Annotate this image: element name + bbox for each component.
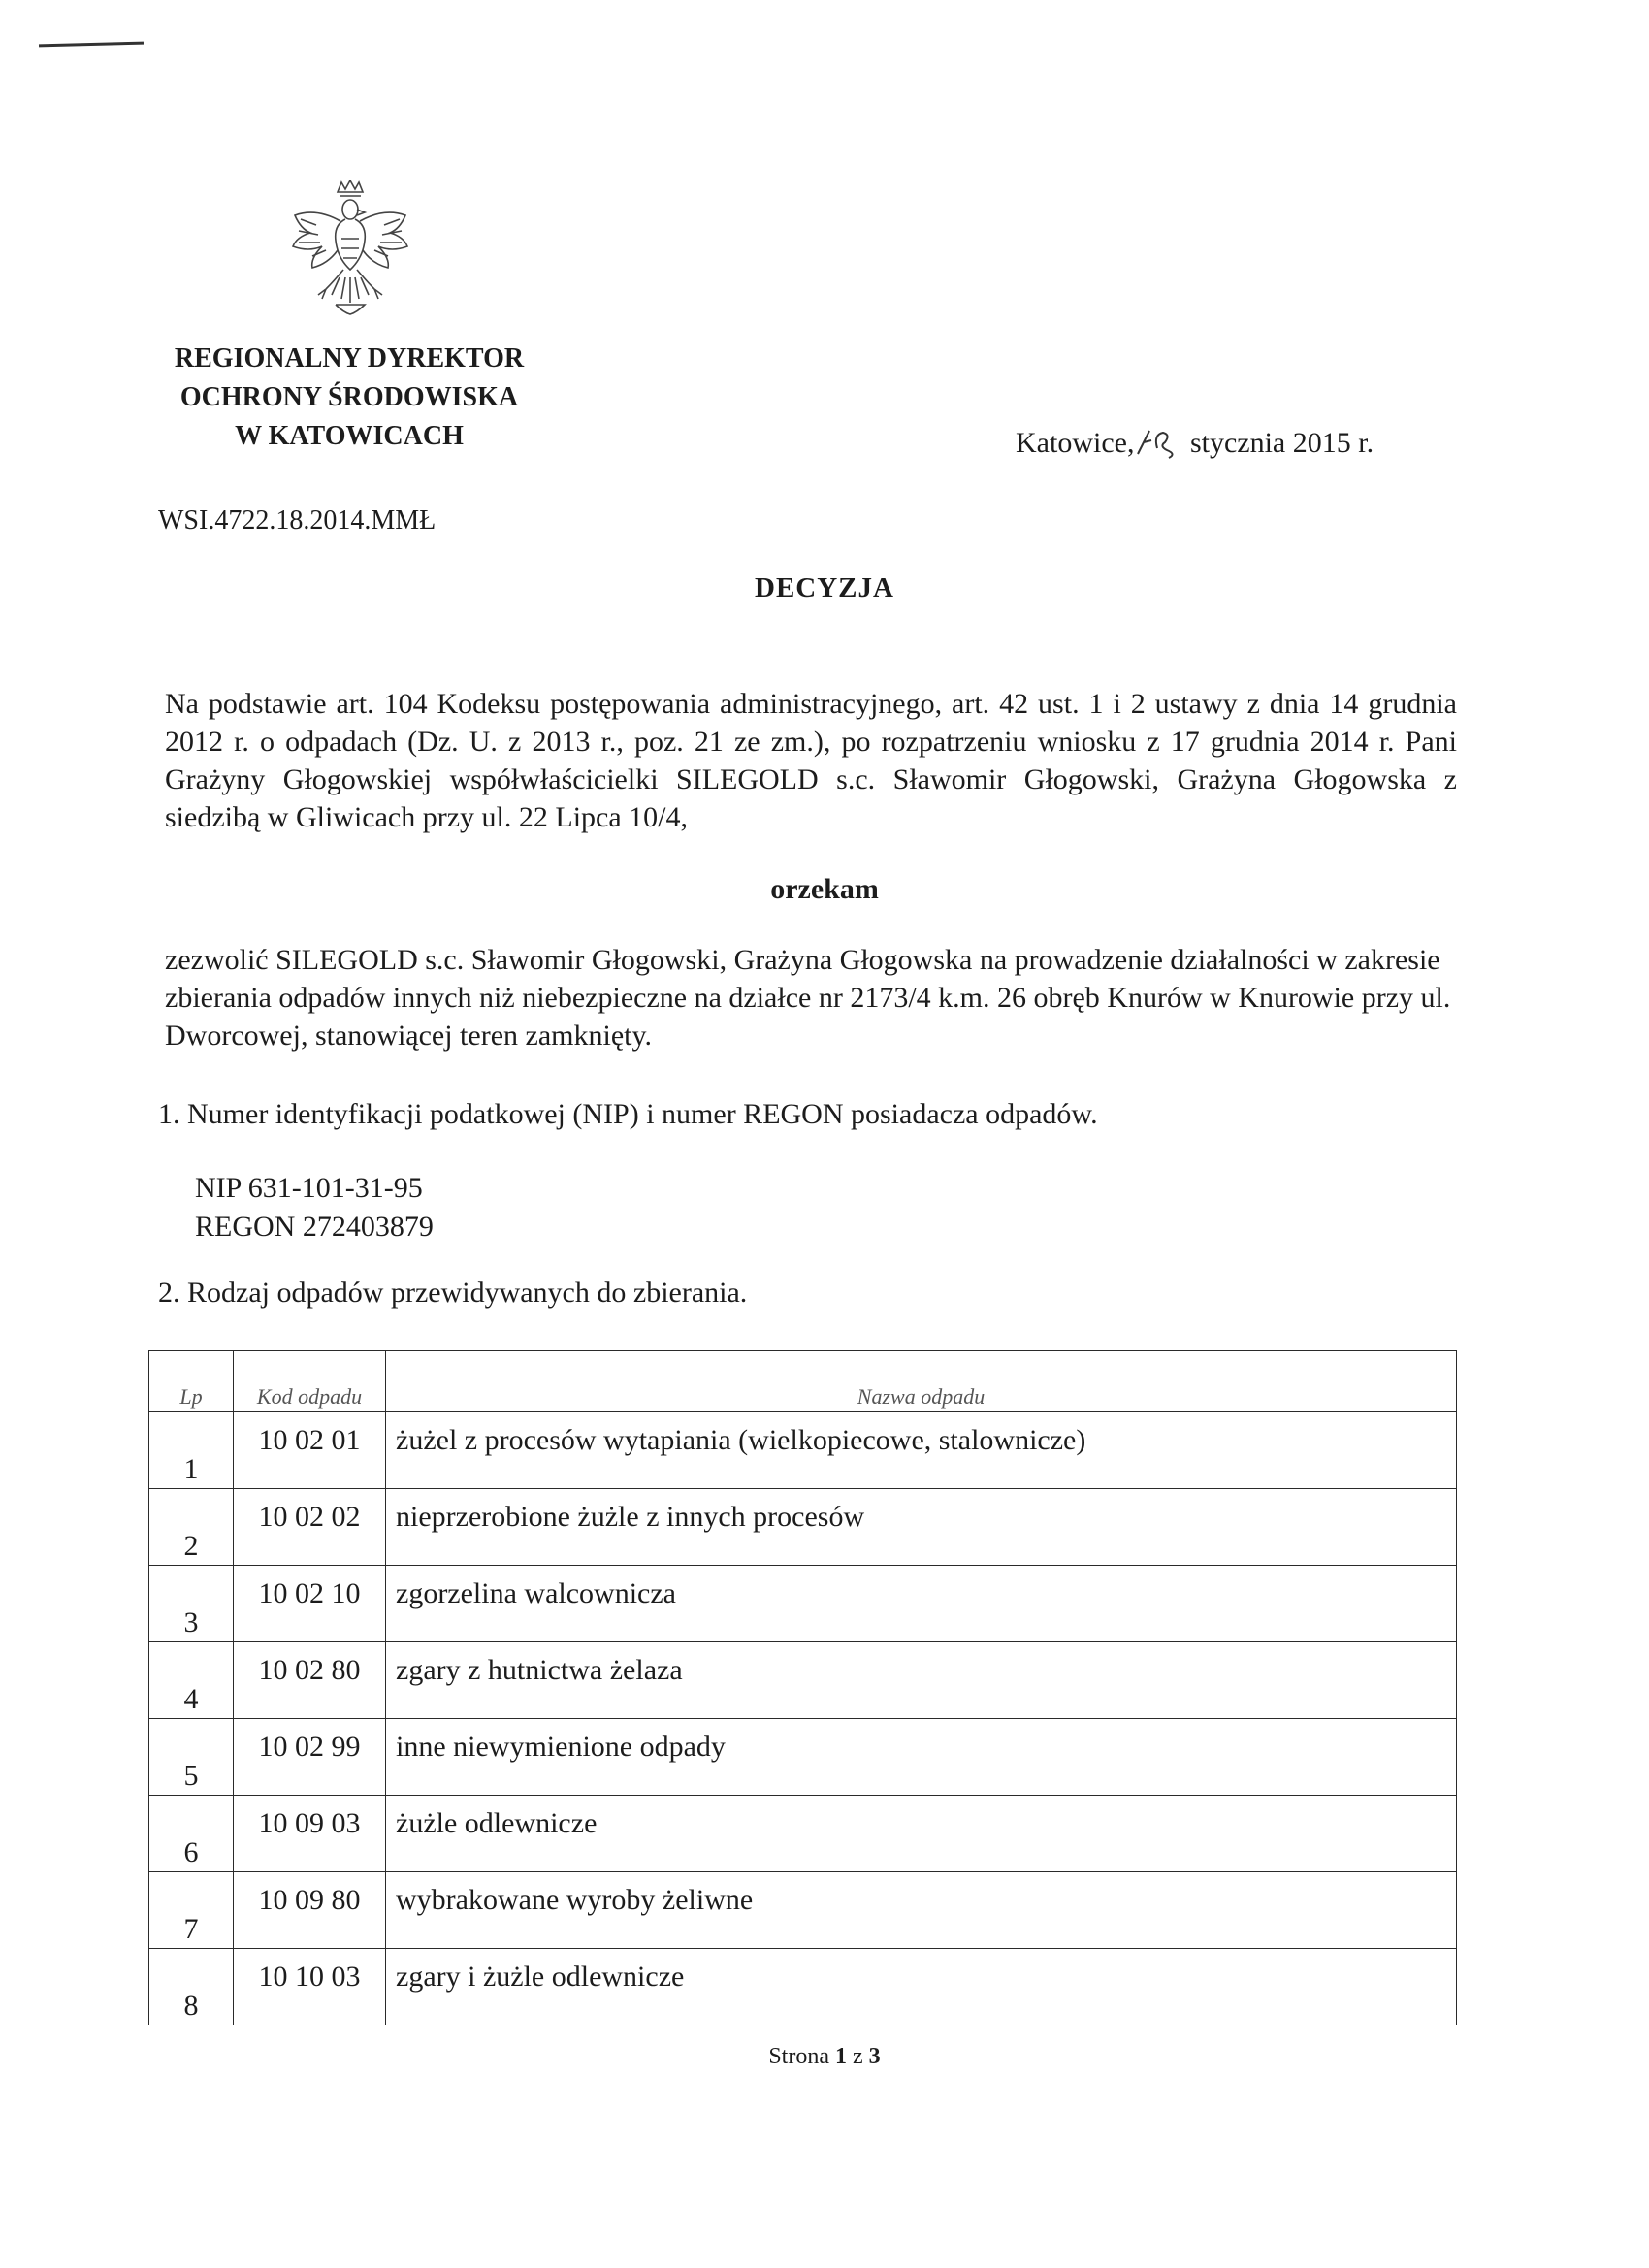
page-of: z — [853, 2044, 863, 2069]
page-footer — [0, 2044, 1649, 2070]
table-header-row — [149, 1351, 1457, 1412]
authority-line: OCHRONY ŚRODOWISKA — [179, 382, 519, 412]
document-title: DECYZJA — [755, 572, 894, 603]
place: Katowice, — [1016, 427, 1135, 459]
row-name: zgary i żużle odlewnicze — [386, 1949, 1457, 2025]
row-lp: 6 — [149, 1796, 234, 1872]
date-rest: stycznia 2015 r. — [1189, 427, 1374, 459]
table-row — [149, 1642, 1457, 1719]
identifiers — [195, 1169, 434, 1247]
row-code: 10 02 99 — [234, 1719, 386, 1796]
row-name: żużle odlewnicze — [386, 1796, 1457, 1872]
row-code: 10 02 10 — [234, 1566, 386, 1642]
authority-line: REGIONALNY DYREKTOR — [174, 343, 525, 373]
row-lp: 8 — [149, 1949, 234, 2025]
row-code: 10 09 80 — [234, 1872, 386, 1949]
section-2-heading: 2. Rodzaj odpadów przewidywanych do zbierania. — [158, 1277, 748, 1309]
case-number: WSI.4722.18.2014.MMŁ — [158, 505, 436, 535]
row-name: zgary z hutnictwa żelaza — [386, 1642, 1457, 1719]
table-row — [149, 1566, 1457, 1642]
page-label: Strona — [768, 2044, 829, 2069]
row-code: 10 09 03 — [234, 1796, 386, 1872]
column-header-lp: Lp — [149, 1351, 234, 1412]
handwritten-day-signature — [1134, 427, 1182, 460]
row-lp: 2 — [149, 1489, 234, 1566]
table-row — [149, 1412, 1457, 1489]
row-name: nieprzerobione żużle z innych procesów — [386, 1489, 1457, 1566]
regon-number: REGON 272403879 — [195, 1211, 434, 1243]
column-header-code: Kod odpadu — [234, 1351, 386, 1412]
row-code: 10 02 01 — [234, 1412, 386, 1489]
row-name: żużel z procesów wytapiania (wielkopiecowe, stalownicze) — [386, 1412, 1457, 1489]
column-header-name: Nazwa odpadu — [386, 1351, 1457, 1412]
ruling-heading: orzekam — [770, 873, 879, 905]
row-lp: 1 — [149, 1412, 234, 1489]
ruling-paragraph: zezwolić SILEGOLD s.c. Sławomir Głogowski, Grażyna Głogowska na prowadzenie działalności w zakresie zbierania odpadów innych niż niebezpieczne na działce nr 2173/4 k.m. 26 obręb Knurów w Knurowie przy ul. Dworcowej, stanowiącej teren zamknięty. — [165, 944, 1451, 1052]
row-lp: 5 — [149, 1719, 234, 1796]
page-total: 3 — [868, 2044, 881, 2069]
table-row — [149, 1719, 1457, 1796]
scan-mark — [39, 42, 144, 48]
table-row — [149, 1949, 1457, 2025]
table-row — [149, 1489, 1457, 1566]
row-code: 10 02 80 — [234, 1642, 386, 1719]
table-row — [149, 1872, 1457, 1949]
page-number: 1 — [835, 2044, 847, 2069]
eagle-emblem-icon — [287, 180, 413, 316]
authority-line: W KATOWICACH — [235, 421, 464, 451]
row-code: 10 02 02 — [234, 1489, 386, 1566]
row-lp: 3 — [149, 1566, 234, 1642]
authority-name — [155, 340, 543, 456]
row-lp: 7 — [149, 1872, 234, 1949]
section-1-heading: 1. Numer identyfikacji podatkowej (NIP) i numer REGON posiadacza odpadów. — [158, 1098, 1098, 1130]
row-name: zgorzelina walcownicza — [386, 1566, 1457, 1642]
nip-number: NIP 631-101-31-95 — [195, 1172, 423, 1204]
row-lp: 4 — [149, 1642, 234, 1719]
waste-table — [148, 1350, 1457, 2025]
place-date — [1016, 427, 1374, 460]
legal-basis-paragraph: Na podstawie art. 104 Kodeksu postępowania administracyjnego, art. 42 ust. 1 i 2 ustawy z dnia 14 grudnia 2012 r. o odpadach (Dz. U. z 2013 r., poz. 21 ze zm.), po rozpatrzeniu wniosku z 17 grudnia 2014 r. Pani Grażyny Głogowskiej współwłaścicielki SILEGOLD s.c. Sławomir Głogowski, Grażyna Głogowska z siedzibą w Gliwicach przy ul. 22 Lipca 10/4, — [165, 688, 1457, 833]
table-row — [149, 1796, 1457, 1872]
row-name: wybrakowane wyroby żeliwne — [386, 1872, 1457, 1949]
row-name: inne niewymienione odpady — [386, 1719, 1457, 1796]
row-code: 10 10 03 — [234, 1949, 386, 2025]
